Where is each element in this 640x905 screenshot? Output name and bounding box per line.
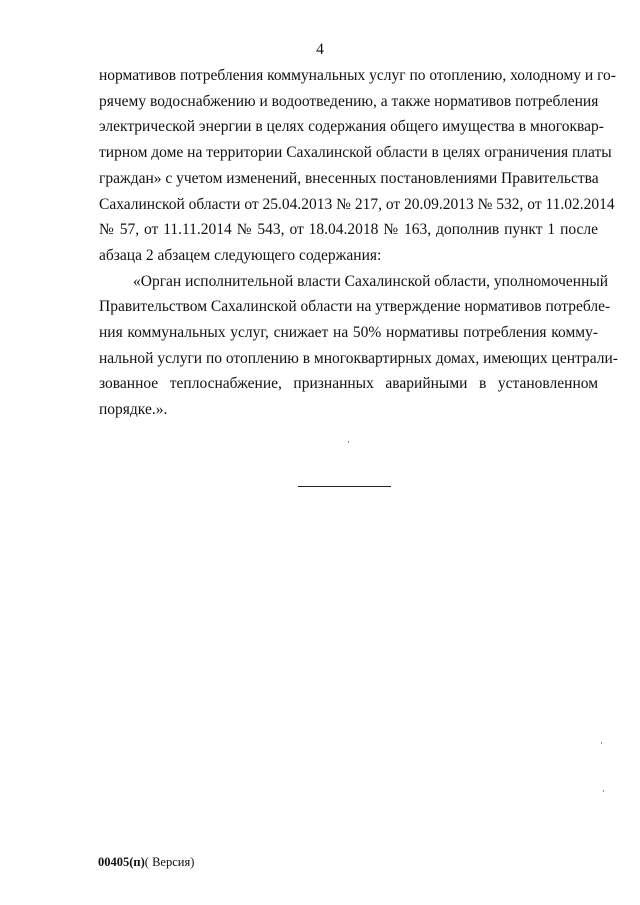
scan-speck xyxy=(603,790,604,792)
text-line: зованное теплоснабжение, признанных аварийными в установленном xyxy=(99,375,598,393)
text-line: № 57, от 11.11.2014 № 543, от 18.04.2018 № 163, дополнив пункт 1 после xyxy=(99,221,598,239)
text-line: Правительством Сахалинской области на утверждение нормативов потребле- xyxy=(99,298,611,316)
text-line: «Орган исполнительной власти Сахалинской области, уполномоченный xyxy=(133,272,609,290)
text-line: нормативов потребления коммунальных услуг по отоплению, холодному и го- xyxy=(99,67,616,84)
document-body xyxy=(99,63,618,423)
text-line: Сахалинской области от 25.04.2013 № 217, от 20.09.2013 № 532, от 11.02.2014 xyxy=(99,195,615,213)
text-line: абзаца 2 абзацем следующего содержания: xyxy=(99,246,382,264)
text-line: тирном доме на территории Сахалинской области в целях ограничения платы xyxy=(99,144,612,162)
scan-speck xyxy=(601,742,602,744)
scan-speck xyxy=(348,441,349,443)
text-line: электрической энергии в целях содержания общего имущества в многоквар- xyxy=(99,118,604,136)
text-line: граждан» с учетом изменений, внесенных постановлениями Правительства xyxy=(99,169,599,187)
text-line: порядке.». xyxy=(99,401,168,419)
end-of-text-rule xyxy=(298,486,391,487)
text-line: рячему водоснабжению и водоотведению, а также нормативов потребления xyxy=(99,92,599,110)
paragraph-amendment-intro xyxy=(99,63,616,269)
document-version: ( Версия) xyxy=(144,855,195,869)
document-code: 00405(п) xyxy=(98,855,145,869)
page-number: 4 xyxy=(316,41,324,58)
document-footer-code xyxy=(98,855,194,869)
text-line: ния коммунальных услуг, снижает на 50% нормативы потребления комму- xyxy=(99,324,598,342)
paragraph-quoted-provision xyxy=(99,269,618,423)
text-line: нальной услуги по отоплению в многоквартирных домах, имеющих централи- xyxy=(99,349,618,367)
